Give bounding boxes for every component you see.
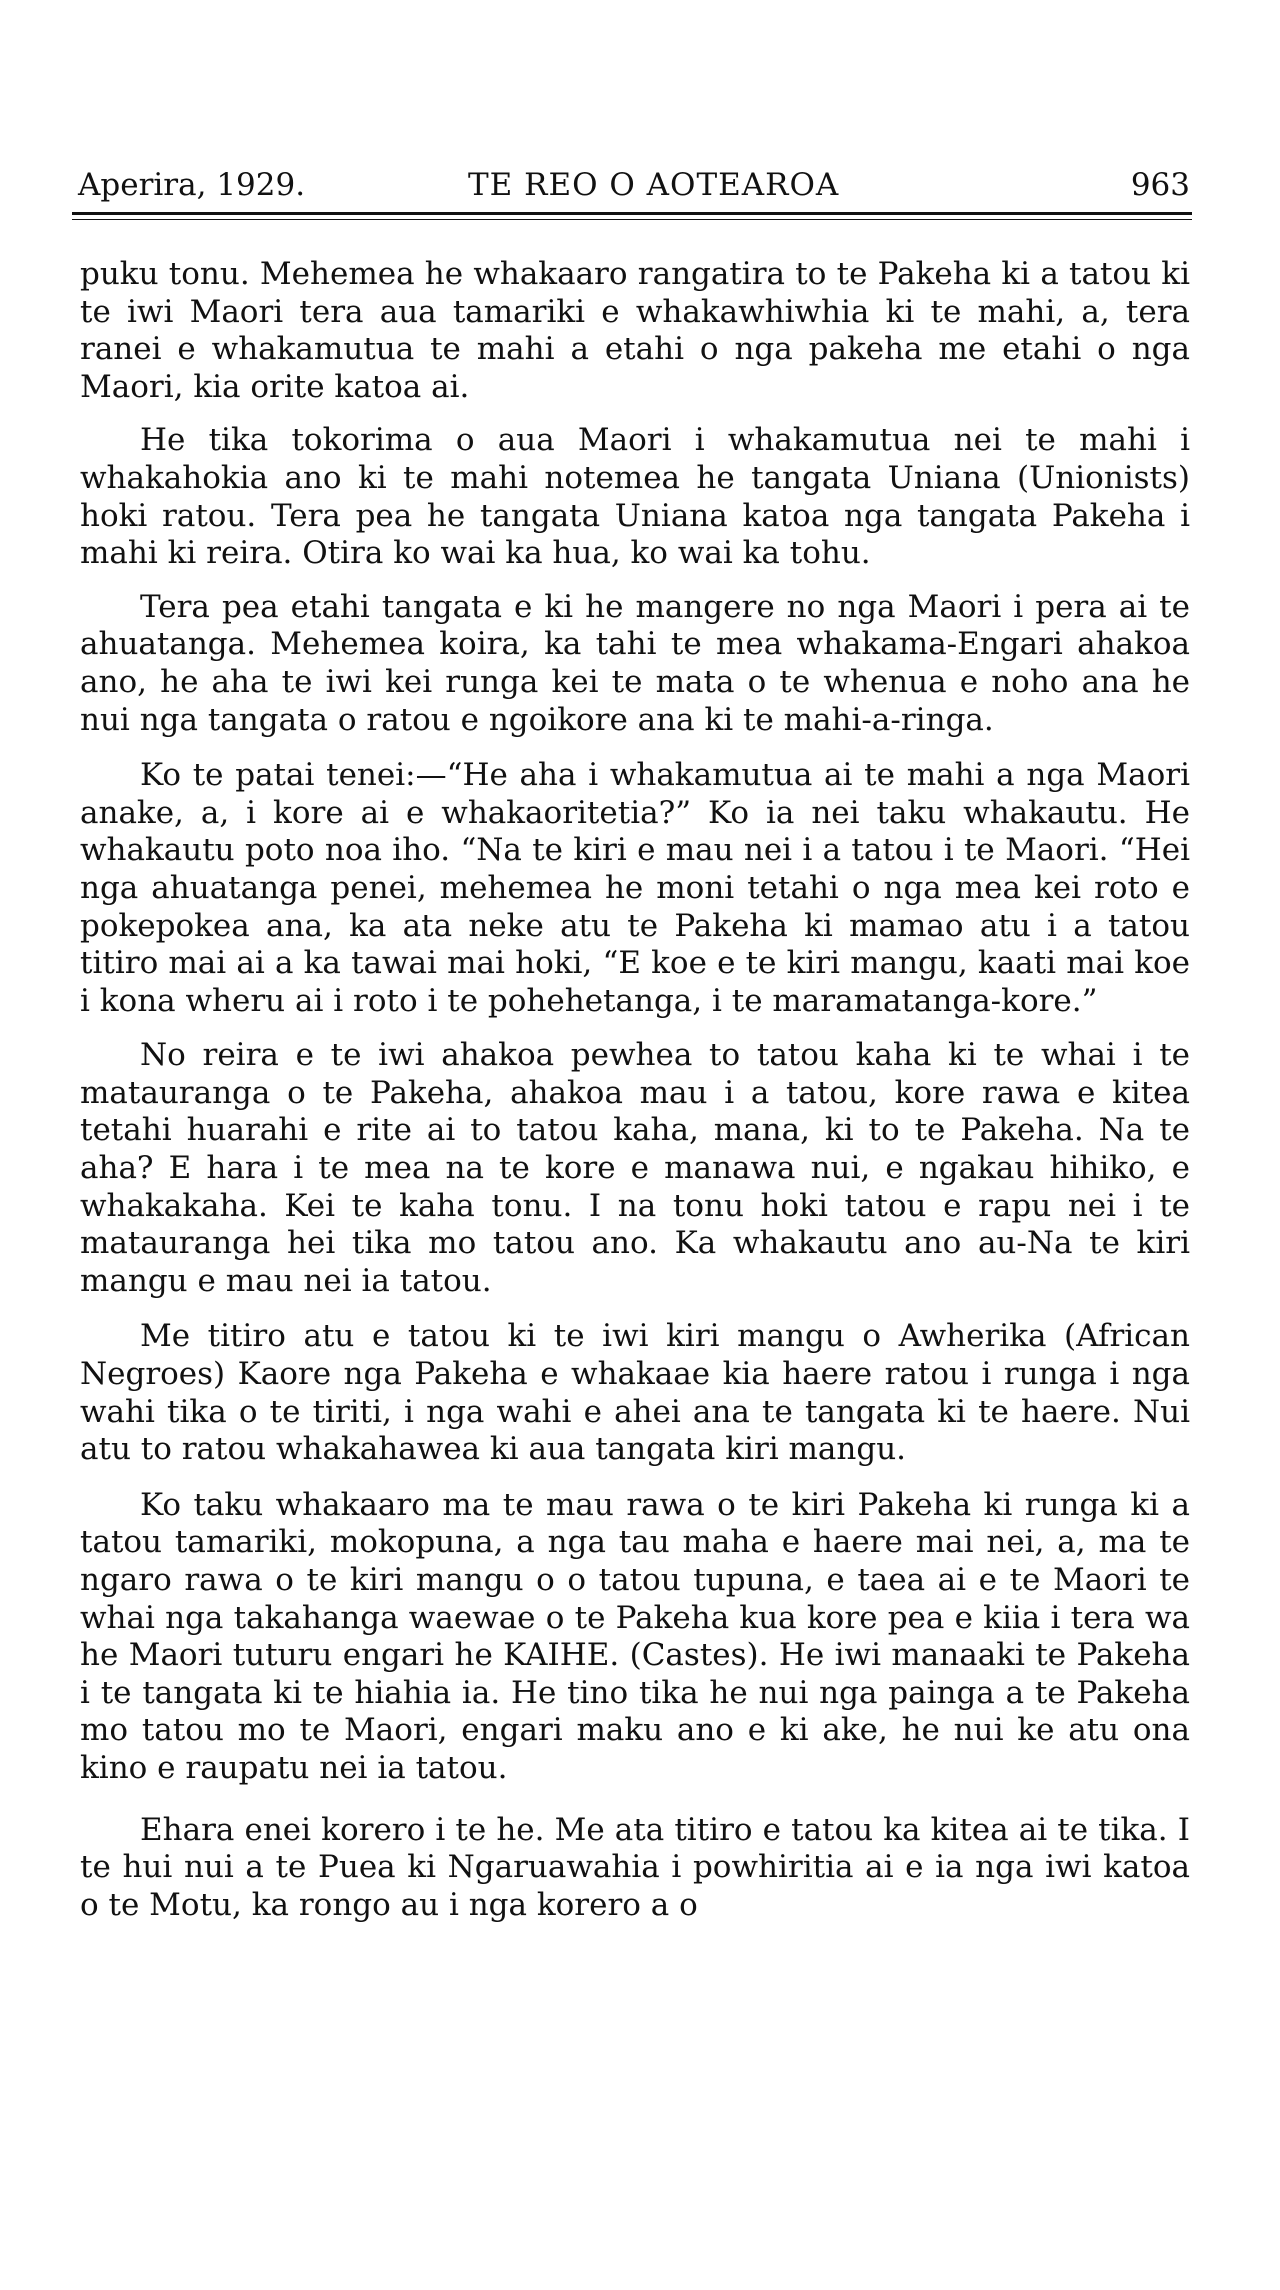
running-header	[78, 160, 1190, 210]
header-rule-thin	[72, 219, 1192, 220]
paragraph: Ehara enei korero i te he. Me ata titiro e tatou ka kitea ai te tika. I te hui nui a te Puea ki Ngaruawahia i powhiritia ai e ia nga iwi katoa o te Motu, ka rongo au i nga korero a o	[80, 1811, 1190, 1923]
paragraph: Me titiro atu e tatou ki te iwi kiri mangu o Awherika (African Negroes) Kaore nga Pakeha e whakaae kia haere ratou i runga i nga wahi tika o te tiriti, i nga wahi e ahei ana te tangata ki te haere. Nui atu to ratou whakahawea ki aua tangata kiri mangu.	[80, 1318, 1190, 1468]
header-date: Aperira, 1929.	[78, 167, 306, 203]
paragraph: Ko taku whakaaro ma te mau rawa o te kiri Pakeha ki runga ki a tatou tamariki, mokopuna, a nga tau maha e haere mai nei, a, ma te ngaro rawa o te kiri mangu o o tatou tupuna, e taea ai e te Maori te whai nga takahanga waewae o te Pakeha kua kore pea e kiia i tera wa he Maori tuturu engari he KAIHE. (Castes). He iwi manaaki te Pakeha i te tangata ki te hiahia ia. He tino tika he nui nga painga a te Pakeha mo tatou mo te Maori, engari maku ano e ki ake, he nui ke atu ona kino e raupatu nei ia tatou.	[80, 1486, 1190, 1786]
paragraph: No reira e te iwi ahakoa pewhea to tatou kaha ki te whai i te matauranga o te Pakeha, ahakoa mau i a tatou, kore rawa e kitea tetahi huarahi e rite ai to tatou kaha, mana, ki to te Pakeha. Na te aha? E hara i te mea na te kore e manawa nui, e ngakau hihiko, e whakakaha. Kei te kaha tonu. I na tonu hoki tatou e rapu nei i te matauranga hei tika mo tatou ano. Ka whakautu ano au-Na te kiri mangu e mau nei ia tatou.	[80, 1037, 1190, 1299]
header-rule	[72, 212, 1192, 215]
paragraph: Tera pea etahi tangata e ki he mangere no nga Maori i pera ai te ahuatanga. Mehemea koira, ka tahi te mea whakama-Engari ahakoa ano, he aha te iwi kei runga kei te mata o te whenua e noho ana he nui nga tangata o ratou e ngoikore ana ki te mahi-a-ringa.	[80, 588, 1190, 738]
publication-title: TE REO O AOTEAROA	[468, 167, 840, 203]
paragraph: He tika tokorima o aua Maori i whakamutua nei te mahi i whakahokia ano ki te mahi notemea he tangata Uniana (Unionists) hoki ratou. Tera pea he tangata Uniana katoa nga tangata Pakeha i mahi ki reira. Otira ko wai ka hua, ko wai ka tohu.	[80, 422, 1190, 572]
paragraph: puku tonu. Mehemea he whakaaro rangatira to te Pakeha ki a tatou ki te iwi Maori tera aua tamariki e whakawhiwhia ki te mahi, a, tera ranei e whakamutua te mahi a etahi o nga pakeha me etahi o nga Maori, kia orite katoa ai.	[80, 256, 1190, 405]
article-body	[80, 256, 1190, 1924]
page-number: 963	[1130, 167, 1190, 203]
paragraph: Ko te patai tenei:—“He aha i whakamutua ai te mahi a nga Maori anake, a, i kore ai e whakaoritetia?” Ko ia nei taku whakautu. He whakautu poto noa iho. “Na te kiri e mau nei i a tatou i te Maori. “Hei nga ahuatanga penei, mehemea he moni tetahi o nga mea kei roto e pokepokea ana, ka ata neke atu te Pakeha ki mamao atu i a tatou titiro mai ai a ka tawai mai hoki, “E koe e te kiri mangu, kaati mai koe i kona wheru ai i roto i te pohehetanga, i te maramatanga-kore.”	[80, 757, 1190, 1019]
